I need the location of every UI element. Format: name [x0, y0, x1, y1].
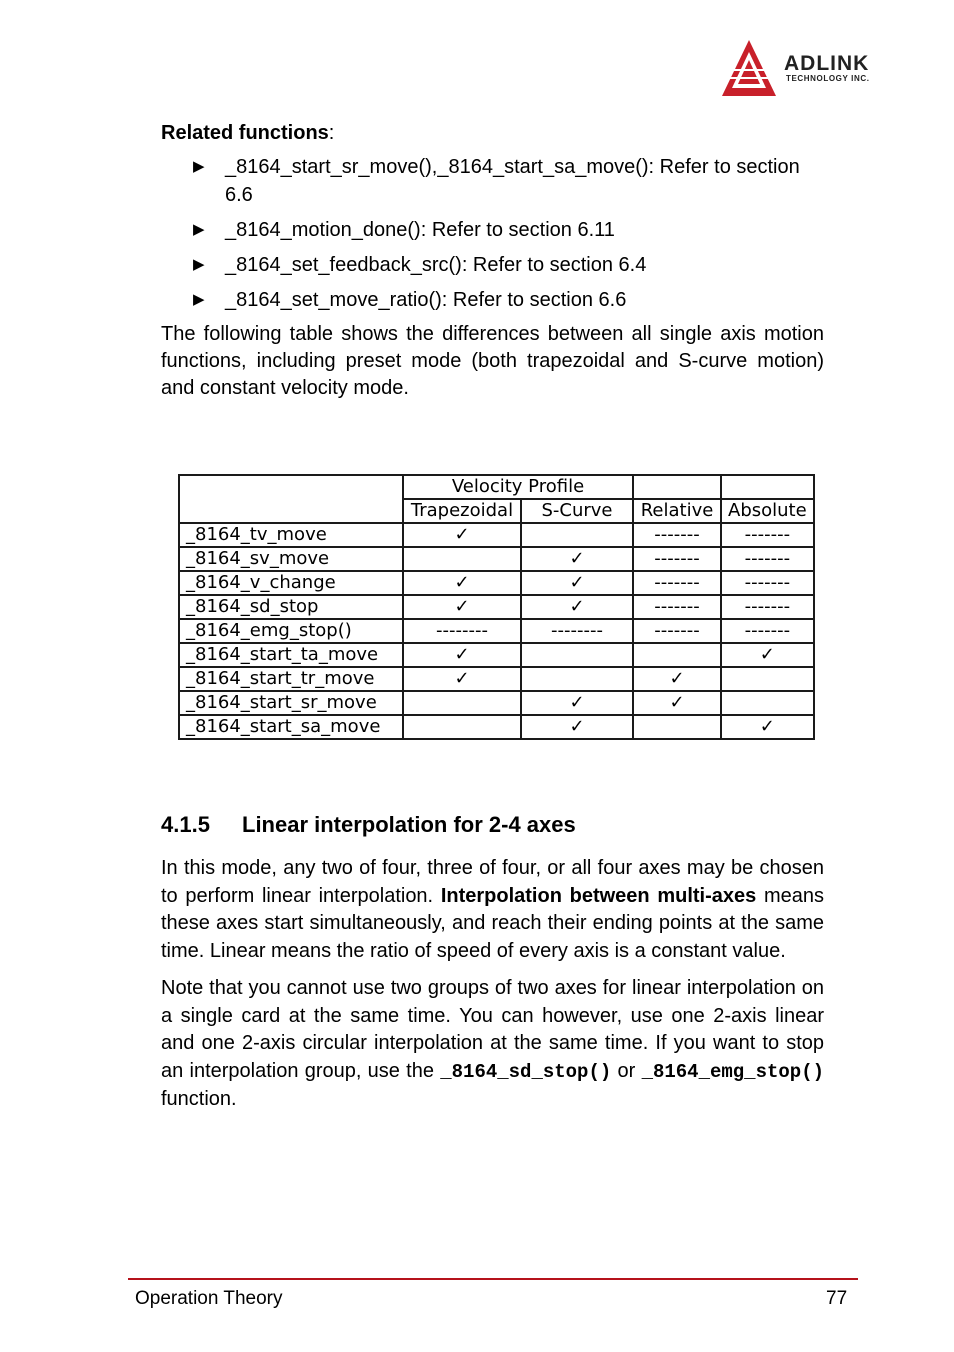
sd-stop-code: _8164_sd_stop() — [440, 1060, 612, 1083]
table-row — [179, 619, 814, 643]
footer-divider — [128, 1278, 858, 1280]
list-item: ▶ _8164_set_move_ratio(): Refer to section 6.6 — [161, 286, 824, 314]
table-cell: ------- — [721, 523, 814, 547]
table-cell: -------- — [403, 619, 521, 643]
table-cell — [633, 643, 721, 667]
section-number: 4.1.5 — [161, 812, 210, 837]
table-cell: ✓ — [403, 595, 521, 619]
function-name: _8164_sv_move — [179, 547, 403, 571]
table-cell: ✓ — [721, 643, 814, 667]
table-cell: -------- — [521, 619, 633, 643]
motion-function-table — [178, 474, 815, 740]
interpolation-paragraph: In this mode, any two of four, three of four, or all four axes may be chosen to perform linear interpolation. Interpolation between multi-axes means these axes start simultaneously, and reach their ending points at the same time. Linear means the ratio of speed of every axis is a constant value. — [161, 857, 824, 962]
table-row — [179, 523, 814, 547]
function-name: _8164_start_sr_move — [179, 691, 403, 715]
triangle-bullet-icon: ▶ — [193, 158, 205, 175]
table-cell: ✓ — [521, 715, 633, 739]
footer-chapter: Operation Theory — [135, 1288, 283, 1309]
logo-tagline: TECHNOLOGY INC. — [786, 74, 870, 83]
table-cell: ✓ — [721, 715, 814, 739]
related-section — [161, 120, 824, 412]
stop-note-paragraph: Note that you cannot use two groups of two axes for linear interpolation on a single card at the same time. You can however, use one 2-axis linear and one 2-axis circular interpolation at the same time. If you want to stop an interpolation group, use the _8164_sd_stop() or _8164_emg_stop() function. — [161, 977, 824, 1110]
table-cell: ------- — [633, 619, 721, 643]
table-cell — [403, 547, 521, 571]
function-name: _8164_start_ta_move — [179, 643, 403, 667]
table-cell: ------- — [721, 619, 814, 643]
column-header: Trapezoidal — [403, 499, 521, 523]
table-cell: ------- — [721, 571, 814, 595]
list-item: ▶ _8164_start_sr_move(),_8164_start_sa_move(): Refer to section 6.6 — [161, 153, 824, 209]
table-cell: ✓ — [521, 547, 633, 571]
table-cell: ------- — [633, 523, 721, 547]
related-list — [161, 153, 824, 314]
adlink-logo — [722, 38, 912, 98]
column-header: Relative — [633, 499, 721, 523]
section-title: Linear interpolation for 2-4 axes — [242, 812, 576, 837]
table-corner — [179, 475, 403, 523]
triangle-bullet-icon: ▶ — [193, 221, 205, 238]
emg-stop-code: _8164_emg_stop() — [641, 1060, 824, 1083]
table-cell — [403, 715, 521, 739]
related-label: Related functions: — [161, 122, 335, 144]
velocity-profile-header: Velocity Profile — [403, 475, 633, 499]
table-cell: ✓ — [403, 643, 521, 667]
function-name: _8164_start_sa_move — [179, 715, 403, 739]
table-row — [179, 667, 814, 691]
function-name: _8164_start_tr_move — [179, 667, 403, 691]
table-cell: ✓ — [403, 667, 521, 691]
page-number: 77 — [826, 1288, 848, 1309]
column-header: Absolute — [721, 499, 814, 523]
table-cell: ------- — [721, 547, 814, 571]
table-cell: ------- — [633, 547, 721, 571]
table-cell — [721, 667, 814, 691]
table-cell — [521, 643, 633, 667]
table-cell: ✓ — [403, 523, 521, 547]
table-cell: ✓ — [521, 595, 633, 619]
table-row — [179, 715, 814, 739]
table-cell: ------- — [633, 595, 721, 619]
function-name: _8164_tv_move — [179, 523, 403, 547]
table-cell: ✓ — [521, 691, 633, 715]
function-name: _8164_emg_stop() — [179, 619, 403, 643]
triangle-bullet-icon: ▶ — [193, 256, 205, 273]
table-cell: ------- — [633, 571, 721, 595]
table-row — [179, 547, 814, 571]
table-row — [179, 691, 814, 715]
table-row — [179, 595, 814, 619]
section-body — [161, 855, 824, 1124]
table-cell: ✓ — [403, 571, 521, 595]
table-cell — [403, 691, 521, 715]
table-row — [179, 643, 814, 667]
function-name: _8164_v_change — [179, 571, 403, 595]
list-item: ▶ _8164_set_feedback_src(): Refer to section 6.4 — [161, 251, 824, 279]
section-heading — [161, 812, 576, 838]
table-cell — [521, 667, 633, 691]
column-header: S-Curve — [521, 499, 633, 523]
table-cell — [721, 691, 814, 715]
list-item: ▶ _8164_motion_done(): Refer to section 6.11 — [161, 216, 824, 244]
logo-brand: ADLINK — [784, 52, 870, 75]
table-row — [179, 571, 814, 595]
table-cell: ✓ — [633, 667, 721, 691]
table-cell: ✓ — [633, 691, 721, 715]
triangle-logo-icon — [722, 38, 778, 98]
table-cell: ✓ — [521, 571, 633, 595]
intro-paragraph: The following table shows the differences between all single axis motion functions, including preset mode (both trapezoidal and S-curve motion) and constant velocity mode. — [161, 323, 824, 399]
triangle-bullet-icon: ▶ — [193, 291, 205, 308]
table-cell — [521, 523, 633, 547]
table-cell — [633, 715, 721, 739]
function-name: _8164_sd_stop — [179, 595, 403, 619]
table-cell: ------- — [721, 595, 814, 619]
